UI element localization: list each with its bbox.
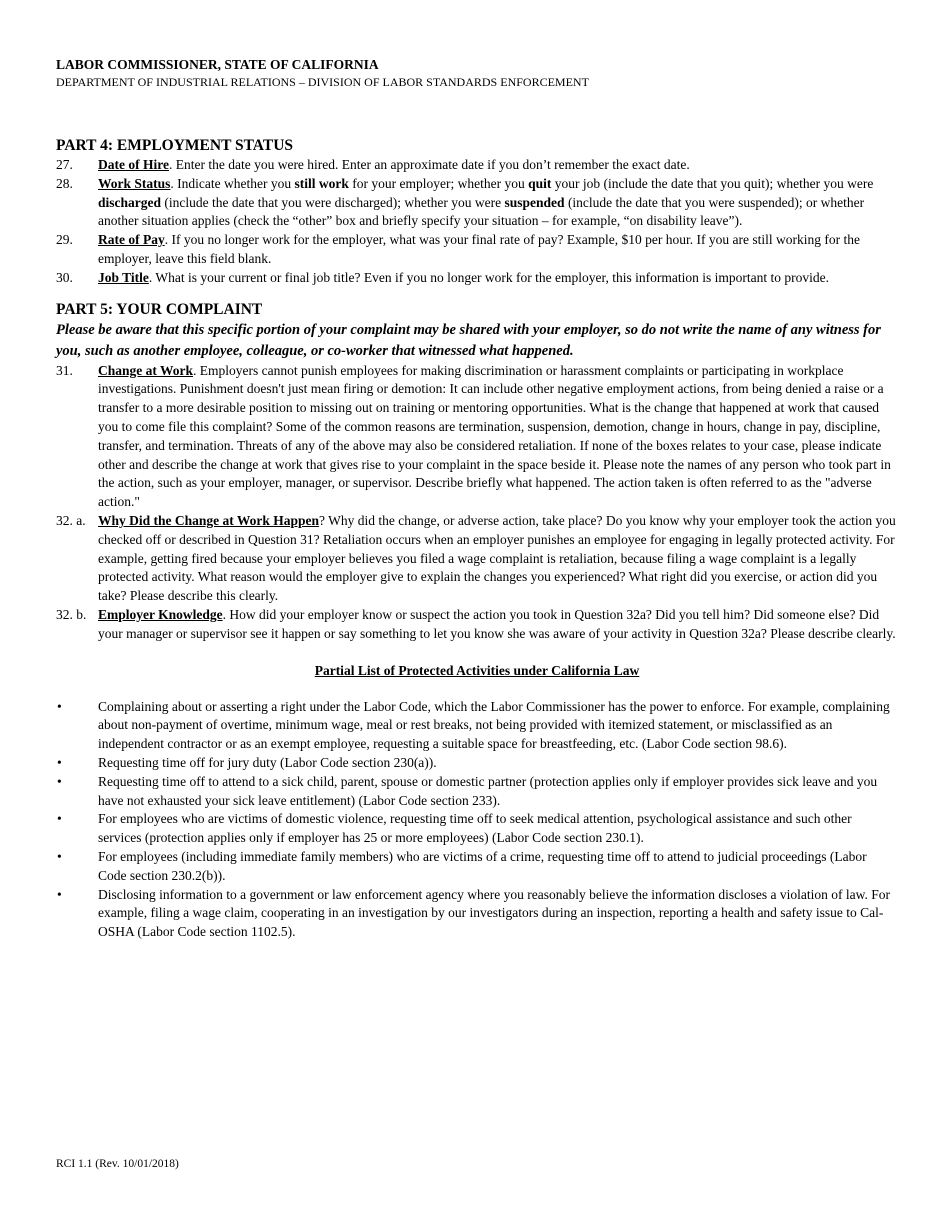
item-32b-employer-knowledge <box>56 606 898 644</box>
list-item-text: For employees (including immediate family members) who are victims of a crime, requesting time off to attend to judicial proceedings (Labor Code section 230.2(b)). <box>98 848 867 883</box>
item-text: . If you no longer work for the employer, what was your final rate of pay? Example, $10 per hour. If you are still working for the employer, leave this field blank. <box>98 232 860 266</box>
item-term: Work Status <box>98 175 171 191</box>
list-item-text: Disclosing information to a government or law enforcement agency where you reasonably believe the information discloses a violation of law. For example, filing a wage claim, cooperating in an investigation by our investigators during an inspection, reporting a health and safety issue to Cal-OSHA (Labor Code section 1102.5). <box>98 886 891 940</box>
list-item <box>56 848 898 886</box>
item-bold-text: quit <box>528 175 552 191</box>
item-number: 32. b. <box>56 606 87 622</box>
list-item-text: Complaining about or asserting a right under the Labor Code, which the Labor Commissioner has the power to enforce. For example, complaining about non-payment of overtime, minimum wage, meal or rest breaks, not being provided with itemized statement, or misclassified as an independent contractor or as an exempt employee, requesting a suitable space for breastfeeding, etc. (Labor Code section 98.6). <box>98 698 890 752</box>
item-text: . Employers cannot punish employees for making discrimination or harassment complaints or participating in workplace investigations. Punishment doesn't just mean firing or demotion: It can include other negative employment actions, from being denied a raise or a transfer to a more desirable position to missing out on training or mentoring opportunities. What is the change that happened at work that caused you to come file this complaint? Some of the common reasons are termination, suspension, demotion, change in hours, change in pay, discipline, transfer, and termination. Threats of any of the above may also be considered retaliation. If none of the boxes relates to your case, please indicate other and describe the change at work that gives rise to your complaint in the space beside it. Please note the names of any person who took part in the action, such as your employer, manager, or supervisor. Describe briefly what happened. The action taken is often referred to as the "adverse action." <box>98 362 891 510</box>
item-32a-why-change <box>56 512 898 606</box>
part4-heading: PART 4: EMPLOYMENT STATUS <box>56 137 294 154</box>
list-item <box>56 754 898 773</box>
item-text: ? Why did the change, or adverse action, take place? Do you know why your employer took the action you checked off or described in Question 31? Retaliation occurs when an employer punishes an employee for engaging in legally protected activity. For example, getting fired because your employer believes you filed a wage complaint is retaliation, because filing a wage complaint is a legally protected activity. What reason would the employer give to explain the changes you experienced? What right did you exercise, or action did you take? Please describe this clearly. <box>98 512 896 604</box>
item-number: 27. <box>56 157 73 172</box>
item-text: for your employer; whether you <box>348 175 529 191</box>
item-29-rate-of-pay <box>56 231 898 269</box>
item-term: Why Did the Change at Work Happen <box>98 512 320 528</box>
list-item <box>56 810 898 848</box>
list-item <box>56 773 898 811</box>
item-term: Employer Knowledge <box>98 606 223 622</box>
item-text: (include the date that you were discharged); whether you were <box>161 194 505 210</box>
agency-title: LABOR COMMISSIONER, STATE OF CALIFORNIA <box>56 57 379 72</box>
item-number: 30. <box>56 269 73 285</box>
item-bold-text: still work <box>294 175 349 191</box>
item-bold-text: discharged <box>98 194 162 210</box>
bullet-icon: • <box>57 886 62 902</box>
list-item <box>56 698 898 754</box>
item-bold-text: suspended <box>504 194 565 210</box>
bullet-icon: • <box>57 754 62 770</box>
item-term: Change at Work <box>98 362 194 378</box>
protected-activities-heading: Partial List of Protected Activities under California Law <box>314 662 640 678</box>
list-item-text: For employees who are victims of domestic violence, requesting time off to seek medical attention, psychological assistance and such other services (protection applies only if employer has 25 or more employees) (Labor Code section 230.1). <box>98 811 852 846</box>
item-28-work-status <box>56 175 898 231</box>
item-term: Date of Hire <box>98 157 169 172</box>
item-number: 31. <box>56 362 73 378</box>
bullet-icon: • <box>57 848 62 864</box>
agency-subtitle: DEPARTMENT OF INDUSTRIAL RELATIONS – DIVISION OF LABOR STANDARDS ENFORCEMENT <box>56 75 589 89</box>
item-text: . How did your employer know or suspect the action you took in Question 32a? Did you tell him? Did someone else? Did your manager or supervisor see it happen or say something to let you know she was aware of your activity in Question 32a? Please describe clearly. <box>98 606 896 641</box>
item-text: . Enter the date you were hired. Enter an approximate date if you don’t remember the exact date. <box>168 157 690 172</box>
item-text: (include the date that you were suspended); or whether another situation applies (check the “other” box and briefly specify your situation – for example, “on disability leave”). <box>98 194 865 229</box>
item-number: 28. <box>56 175 73 191</box>
list-item-text: Requesting time off to attend to a sick child, parent, spouse or domestic partner (protection applies only if employer provides sick leave and you have not exhausted your sick leave entitlement) (Labor Code section 233). <box>98 773 878 808</box>
bullet-icon: • <box>57 698 62 714</box>
item-text: . What is your current or final job title? Even if you no longer work for the employer, this information is important to provide. <box>148 269 829 285</box>
item-number: 32. a. <box>56 512 86 528</box>
form-revision-footer: RCI 1.1 (Rev. 10/01/2018) <box>56 1158 179 1170</box>
item-27-date-of-hire <box>56 156 898 175</box>
witness-notice: Please be aware that this specific portion of your complaint may be shared with your employer, so do not write the name of any witness for you, such as another employee, colleague, or co-worker that witnessed what happened. <box>56 321 881 359</box>
item-30-job-title <box>56 269 898 288</box>
item-term: Rate of Pay <box>98 232 165 248</box>
item-number: 29. <box>56 232 73 248</box>
part5-heading: PART 5: YOUR COMPLAINT <box>56 300 263 318</box>
document-page <box>56 56 898 942</box>
list-item <box>56 886 898 942</box>
item-text: . Indicate whether you <box>170 175 295 191</box>
bullet-icon: • <box>57 811 62 827</box>
list-item-text: Requesting time off for jury duty (Labor Code section 230(a)). <box>98 754 437 770</box>
item-text: your job (include the date that you quit); whether you were <box>551 175 874 191</box>
item-31-change-at-work <box>56 362 898 512</box>
item-term: Job Title <box>98 269 149 285</box>
bullet-icon: • <box>57 773 62 789</box>
